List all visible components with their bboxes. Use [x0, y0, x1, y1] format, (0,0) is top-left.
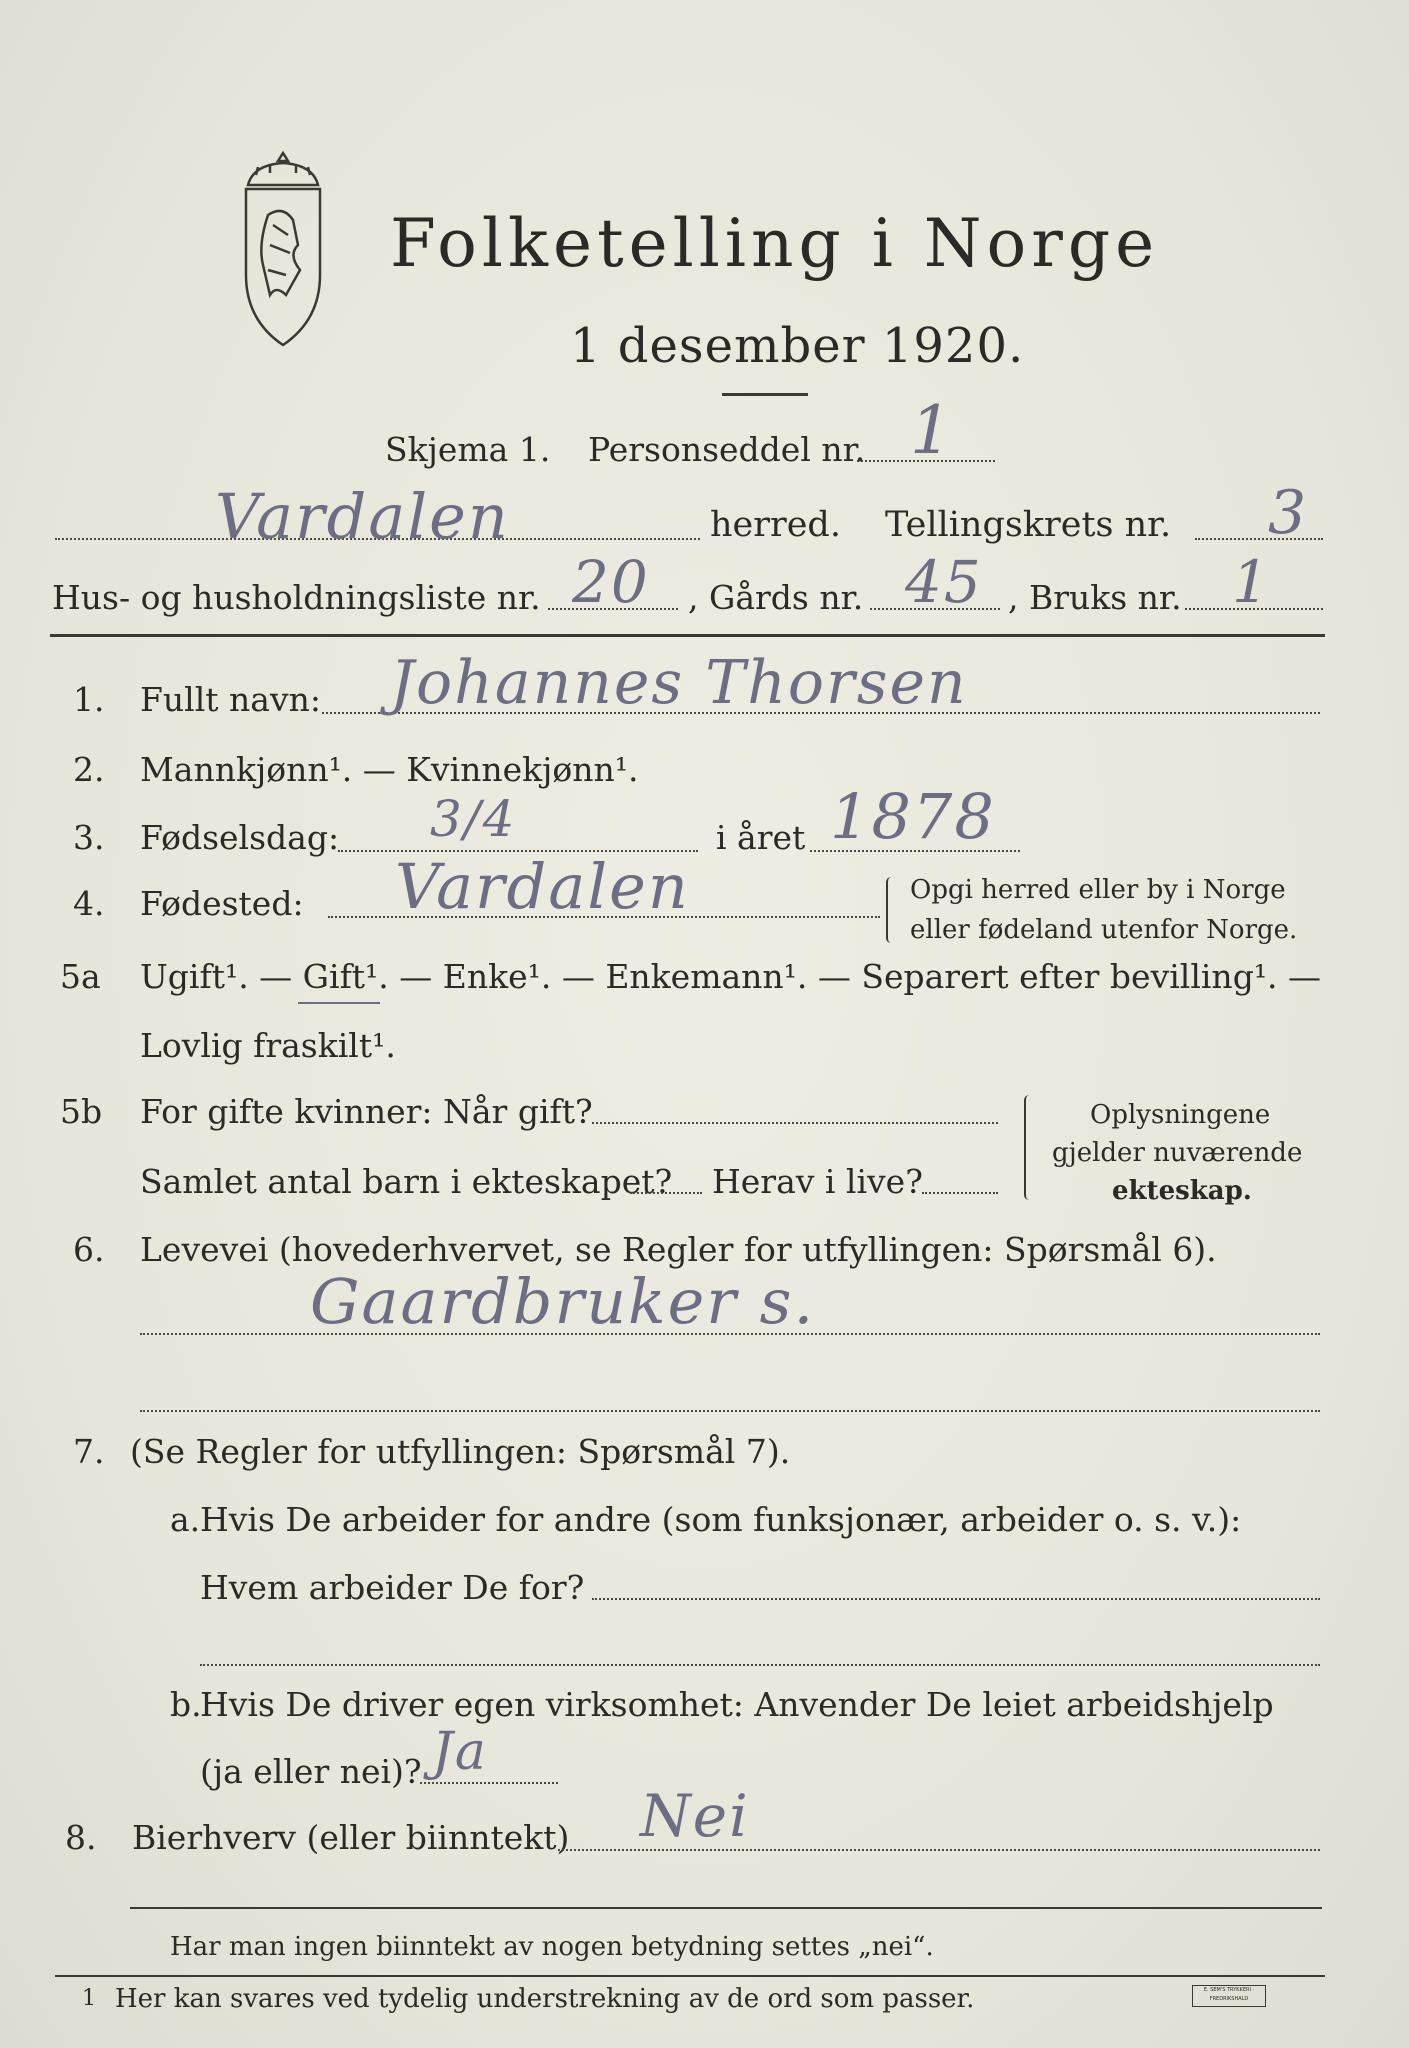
q5a-options-line2[interactable]: Lovlig fraskilt¹.: [140, 1026, 396, 1065]
skjema-label: Skjema 1.: [385, 430, 551, 469]
children-count-field[interactable]: [630, 1192, 702, 1194]
q5a-options[interactable]: Ugift¹. — Gift¹. — Enke¹. — Enkemann¹. — Separert efter bevilling¹. —: [140, 957, 1322, 996]
gards-label: , Gårds nr.: [688, 578, 864, 617]
employer-field-line1[interactable]: [592, 1598, 1320, 1600]
q5b-number: 5b: [60, 1092, 103, 1131]
q8-number: 8.: [65, 1818, 97, 1857]
herred-value: Vardalen: [215, 480, 510, 553]
birthplace-value: Vardalen: [395, 850, 690, 923]
hus-value: 20: [572, 548, 650, 616]
form-subtitle: 1 desember 1920.: [570, 318, 1025, 374]
q4-number: 4.: [73, 884, 105, 923]
herred-label: herred.: [710, 505, 841, 545]
q5b-label: For gifte kvinner: Når gift?: [140, 1092, 593, 1131]
q8-label: Bierhverv (eller biinntekt): [132, 1818, 570, 1857]
personseddel-value: 1: [910, 392, 954, 469]
employer-field-line2[interactable]: [200, 1664, 1320, 1666]
q4-note-line1: Opgi herred eller by i Norge: [910, 875, 1286, 905]
q7a-employer-label: Hvem arbeider De for?: [200, 1568, 585, 1607]
q1-number: 1.: [73, 680, 105, 719]
q2-number: 2.: [73, 750, 105, 789]
livelihood-value: Gaardbruker s.: [310, 1265, 816, 1338]
q3-number: 3.: [73, 818, 105, 857]
footer-note: Har man ingen biinntekt av nogen betydning settes „nei“.: [170, 1932, 934, 1962]
bruks-label: , Bruks nr.: [1008, 578, 1182, 617]
tellingskrets-label: Tellingskrets nr.: [885, 505, 1172, 545]
footer-divider: [130, 1907, 1322, 1909]
brace-q5b: [1024, 1095, 1034, 1200]
q3-label: Fødselsdag:: [140, 818, 340, 857]
section-divider: [50, 634, 1325, 637]
side-income-value: Nei: [640, 1782, 750, 1850]
brace-q4: [886, 877, 896, 943]
q7-label: (Se Regler for utfyllingen: Spørsmål 7).: [130, 1432, 791, 1471]
gift-underline: [298, 1002, 380, 1004]
bruks-value: 1: [1232, 548, 1271, 616]
printer-mark: E. SEM'S TRYKKERI · FREDRIKSHALD: [1192, 1985, 1266, 2007]
footnote-text: Her kan svares ved tydelig understrekning av de ord som passer.: [115, 1984, 975, 2014]
q5b-note-line2: gjelder nuværende: [1052, 1138, 1303, 1168]
q1-label: Fullt navn:: [140, 680, 321, 719]
norway-coat-of-arms-icon: [228, 145, 338, 355]
married-when-field[interactable]: [592, 1122, 998, 1124]
year-label: i året: [716, 818, 806, 857]
q5b-note-line3: ekteskap.: [1112, 1176, 1252, 1206]
q6-number: 6.: [73, 1230, 105, 1269]
q5b-children-label: Samlet antal barn i ekteskapet?: [140, 1162, 673, 1201]
livelihood-field-line2[interactable]: [140, 1410, 1320, 1412]
full-name-value: Johannes Thorsen: [390, 648, 968, 718]
q7-number: 7.: [73, 1432, 105, 1471]
title-divider: [722, 393, 808, 396]
q2-label: Mannkjønn¹. — Kvinnekjønn¹.: [140, 750, 639, 789]
q4-label: Fødested:: [140, 884, 304, 923]
q7b-label: Hvis De driver egen virksomhet: Anvender De leiet arbeidshjelp: [200, 1685, 1274, 1724]
birthday-value: 3/4: [430, 790, 517, 848]
gards-value: 45: [905, 548, 983, 616]
personseddel-label: Personseddel nr.: [588, 430, 866, 469]
hired-help-value: Ja: [432, 1722, 488, 1782]
q7b-yesno-label: (ja eller nei)?: [200, 1752, 422, 1791]
q5a-number: 5a: [60, 957, 101, 996]
hired-help-field[interactable]: [420, 1782, 558, 1784]
q7a-letter: a.: [170, 1500, 201, 1539]
hus-label: Hus- og husholdningsliste nr.: [52, 578, 541, 617]
q5b-alive-label: Herav i live?: [712, 1162, 923, 1201]
footnote-divider: [55, 1975, 1325, 1977]
q7a-label: Hvis De arbeider for andre (som funksjonær, arbeider o. s. v.):: [200, 1500, 1242, 1539]
q4-note-line2: eller fødeland utenfor Norge.: [910, 915, 1298, 945]
footnote-number: 1: [82, 1986, 96, 2011]
q5b-note-line1: Oplysningene: [1090, 1100, 1271, 1130]
q7b-letter: b.: [170, 1685, 202, 1724]
tellingskrets-value: 3: [1268, 478, 1309, 548]
q6-label: Levevei (hovederhvervet, se Regler for utfyllingen: Spørsmål 6).: [140, 1230, 1217, 1269]
birth-year-value: 1878: [830, 780, 996, 853]
form-title: Folketelling i Norge: [390, 205, 1160, 282]
children-alive-field[interactable]: [922, 1192, 998, 1194]
